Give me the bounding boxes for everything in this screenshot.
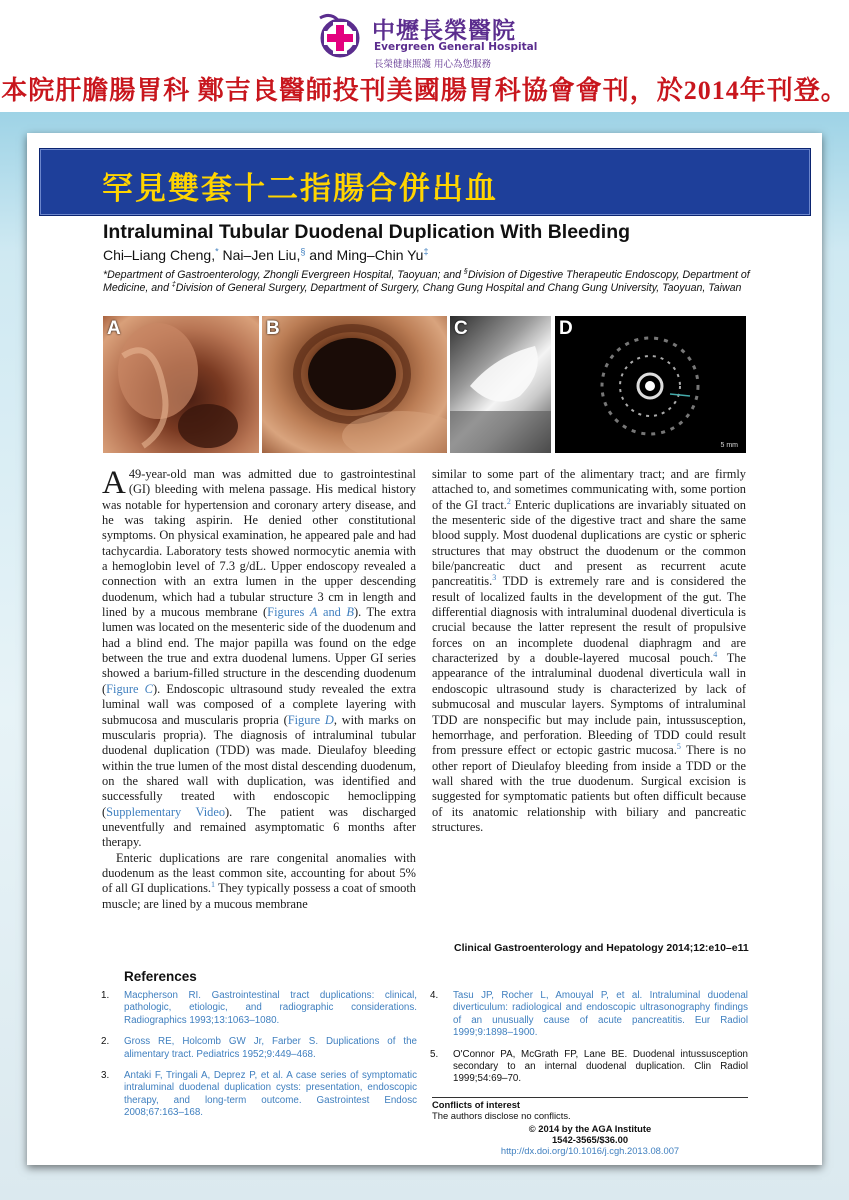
reference-item[interactable] xyxy=(101,1036,417,1061)
reference-text[interactable]: Macpherson RI. Gastrointestinal tract duplications: clinical, pathologic, etiologic, and radiographic considerations. Radiographics 1993;13:1063–1080. xyxy=(124,990,417,1026)
reference-text[interactable]: Tasu JP, Rocher L, Amouyal P, et al. Intraluminal duodenal diverticulum: radiological and endoscopic ultrasonography findings of an unusually cause of acute pancreatitis. Eur Radiol 1999;9:1898–1900. xyxy=(453,990,748,1039)
body-text: ). The patient was discharged uneventfully and remained asymptomatic 6 months after therapy. xyxy=(102,804,416,850)
body-text: Enteric duplications are invariably situated on the mesenteric side of the digestive tract and share the same blood supply. Most duodenal duplications are cystic or spheric structures that may obstruct the duodenum or the common bile/pancreatic duct and present as recurrent acute pancreatitis. xyxy=(432,497,746,589)
hospital-cross-logo-icon xyxy=(318,10,370,62)
body-text: TDD is extremely rare and is considered the result of localized faults in the development of the gut. The differential diagnosis with intraluminal duodenal diverticula is crucial because the latter represent the result of propulsive forces on an incomplete duodenal diaphragm and are characterized by a double-layered mucosal pouch. xyxy=(432,574,746,666)
divider xyxy=(432,1097,748,1098)
conflicts-text: The authors disclose no conflicts. xyxy=(432,1110,571,1121)
author-affiliation-mark[interactable]: * xyxy=(215,246,219,257)
copyright-block xyxy=(432,1123,748,1145)
body-text: Enteric duplications are rare congenital anomalies with duodenum as the least common site, accounting for about 5% of all GI duplications. xyxy=(102,850,416,896)
reference-number: 2. xyxy=(101,1036,110,1048)
paragraph xyxy=(102,851,416,912)
body-text: similar to some part of the alimentary tract; and are firmly attached to, and sometimes communicating with, some portion of the GI tract. xyxy=(432,467,746,512)
body-text: The appearance of the intraluminal duodenal diverticula wall in endoscopic ultrasound study is characterized by lack of submucosal and muscular layers. Symptoms of intraluminal TDD are nonspecific but may include pain, intussusception, hemorrhage, and perforation. Bleeding of TDD could result from pressure effect or ectopic gastric mucosa. xyxy=(432,651,746,758)
author-affiliation-mark[interactable]: § xyxy=(300,246,306,257)
figure-link[interactable]: D xyxy=(324,712,334,727)
references-list-right xyxy=(430,990,748,1095)
endoscopic-ultrasound-image xyxy=(555,316,746,453)
scale-bar-label: 5 mm xyxy=(720,442,738,449)
article-page xyxy=(27,133,822,1165)
figure-link[interactable]: C xyxy=(144,681,153,696)
hospital-name-zh: 中壢長榮醫院 xyxy=(372,18,516,44)
figure-link[interactable]: A xyxy=(309,605,318,620)
figure-panel-d-ultrasound xyxy=(555,316,746,453)
author-name: and Ming–Chin Yu xyxy=(305,247,424,263)
reference-text[interactable]: Antaki F, Tringali A, Deprez P, et al. A case series of symptomatic intraluminal duodenal duplication cysts: presentation, endoscopic therapy, and long-term outcome. Gastrointest Endosc 2008;67:163–168. xyxy=(124,1070,417,1119)
references-list-left xyxy=(101,990,417,1129)
figure-panel-label: B xyxy=(266,318,280,339)
figure-link[interactable]: Figure xyxy=(106,681,139,696)
announcement-headline: 本院肝膽腸胃科 鄭吉良醫師投刊美國腸胃科協會會刊，於2014年刊登。 xyxy=(1,76,848,105)
conflicts-heading: Conflicts of interest xyxy=(432,1099,521,1110)
hospital-slogan: 長榮健康照護 用心為您服務 xyxy=(374,59,492,70)
body-text: ). Endoscopic ultrasound study revealed the extra luminal wall was composed of a complete layering with submucosa and muscularis propria ( xyxy=(102,681,416,727)
figure-panel-a-endoscopy-image xyxy=(103,316,259,453)
figure-panel-b-endoscopy-image xyxy=(262,316,447,453)
endoscopy-image-b xyxy=(262,316,447,453)
reference-number: 1. xyxy=(101,990,110,1001)
reference-link[interactable]: 1 xyxy=(210,880,216,890)
issn-line: 1542-3565/$36.00 xyxy=(551,1134,629,1146)
author-name: Chi–Liang Cheng, xyxy=(103,247,216,263)
author-name: Nai–Jen Liu, xyxy=(218,247,301,263)
reference-item xyxy=(430,1049,748,1086)
article-title: Intraluminal Tubular Duodenal Duplication With Bleeding xyxy=(103,221,631,243)
body-text: 49-year-old man was admitted due to gastrointestinal (GI) bleeding with melena passage. His medical history was notable for hypertension and coronary artery disease, and he was taking aspirin. He denied other constitutional symptoms. On physical examination, he appeared pale and had tachycardia. Laboratory tests showed normocytic anemia with a hemoglobin level of 7.3 g/dL. Upper endoscopy revealed a connection with an extra lumen in the upper descending duodenum, which had a tubular structure 3 cm in length and lined by a mucous membrane ( xyxy=(102,467,416,620)
paragraph xyxy=(432,467,746,835)
affiliation-part: *Department of Gastroenterology, Zhongli Evergreen Hospital, Taoyuan; and xyxy=(103,269,464,281)
drop-cap: A xyxy=(102,465,126,501)
body-text: ). The extra lumen was located on the mesenteric side of the duodenum and had a blind end. The major papilla was found on the edge between the true and extra duodenal lumens. Upper GI series showed a barium-filled structure in the descending duodenum ( xyxy=(102,605,416,696)
reference-item[interactable] xyxy=(101,990,417,1027)
figure-panel-label: D xyxy=(559,318,573,339)
author-affiliation-mark[interactable]: ‡ xyxy=(423,246,429,257)
reference-text[interactable]: Gross RE, Holcomb GW Jr, Farber S. Duplications of the alimentary tract. Pediatrics 1952;9:449–468. xyxy=(124,1036,417,1060)
endoscopy-image-a xyxy=(103,316,259,453)
affiliation-mark: ‡ xyxy=(171,281,176,289)
references-heading: References xyxy=(124,969,197,984)
reference-number: 5. xyxy=(430,1048,439,1060)
reference-link[interactable]: 3 xyxy=(492,573,497,583)
body-column-right xyxy=(432,467,746,835)
page-header xyxy=(0,0,849,112)
affiliation-part: Division of General Surgery, Department of Surgery, Chang Gung Hospital and Chang Gung University, Taoyuan, Taiwan xyxy=(175,282,742,294)
figure-link[interactable]: B xyxy=(346,605,354,620)
copyright-line: © 2014 by the AGA Institute xyxy=(528,1123,652,1134)
banner-title: 罕見雙套十二指腸合併出血 xyxy=(102,171,498,206)
figure-panel-label: C xyxy=(454,318,468,339)
figure-panel-label: A xyxy=(107,318,121,339)
body-text: and xyxy=(317,605,347,620)
reference-link[interactable]: 2 xyxy=(506,496,511,506)
doi-link[interactable]: http://dx.doi.org/10.1016/j.cgh.2013.08.007 xyxy=(500,1145,680,1156)
hospital-logo xyxy=(318,10,548,72)
reference-text: O'Connor PA, McGrath FP, Lane BE. Duodenal intussusception secondary to an internal duodenal duplication. Clin Radiol 1999;54:69–70. xyxy=(453,1048,748,1085)
body-text: , with marks on muscularis propria). The diagnosis of intraluminal tubular duodenal duplication (TDD) was made. Dieulafoy bleeding within the true lumen of the most distal descending duodenum, on the shared wall with duplication, was identified and successfully treated with endoscopic hemoclipping ( xyxy=(102,712,416,819)
body-text: There is no other report of Dieulafoy bleeding from inside a TDD or the wall shared with the true duodenum. Surgical excision is suggested for symptomatic patients but often difficult because of its anatomic relationship with biliary and pancreatic structures. xyxy=(432,743,746,834)
reference-item[interactable] xyxy=(101,1070,417,1120)
paragraph xyxy=(102,467,416,851)
figure-panel-c-barium-xray xyxy=(450,316,551,453)
title-banner xyxy=(39,148,811,216)
author-list xyxy=(103,247,429,263)
figure-link[interactable]: Figure xyxy=(287,712,321,727)
hospital-name-en: Evergreen General Hospital xyxy=(374,41,538,53)
affiliation-part: Division of Digestive Therapeutic Endoscopy, Department of Medicine, and xyxy=(103,269,750,294)
body-column-left xyxy=(102,467,416,912)
reference-link[interactable]: 5 xyxy=(676,742,681,752)
supplementary-video-link[interactable]: Supplementary Video xyxy=(106,804,226,819)
affiliation-mark: § xyxy=(463,268,468,276)
reference-link[interactable]: 4 xyxy=(713,650,718,659)
reference-number: 3. xyxy=(101,1070,110,1082)
reference-item[interactable] xyxy=(430,990,748,1040)
affiliation-text xyxy=(103,269,793,295)
reference-number: 4. xyxy=(430,990,439,1001)
body-text: They typically possess a coat of smooth muscle; are lined by a mucous membrane xyxy=(102,881,416,911)
journal-citation: Clinical Gastroenterology and Hepatology 2014;12:e10–e11 xyxy=(454,942,749,954)
figure-link[interactable]: Figures xyxy=(267,605,305,620)
